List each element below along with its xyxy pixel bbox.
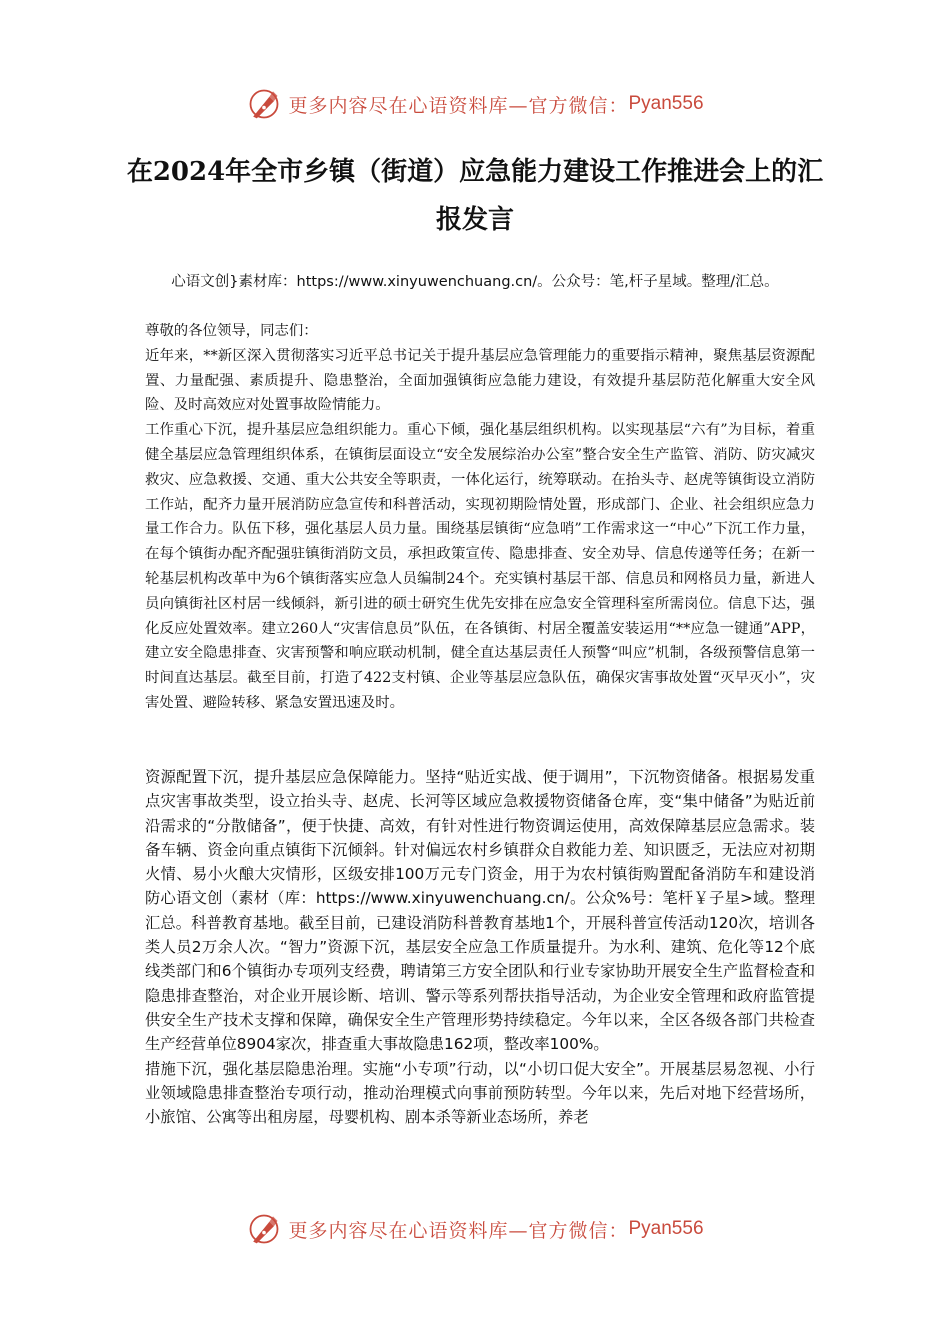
- banner-text: 更多内容尽在心语资料库—官方微信：: [288, 1219, 629, 1242]
- pen-nib-logo-icon: [246, 1211, 282, 1247]
- document-body-sans: [145, 765, 815, 1129]
- page-title: 在2024年全市乡镇（街道）应急能力建设工作推进会上的汇报发言: [126, 157, 824, 235]
- top-banner: [0, 84, 950, 124]
- banner-wechat-handle: Pyan556: [628, 93, 704, 114]
- source-line: 心语文创}素材库：https://www.xinyuwenchuang.cn/。公众号：笔,杆子星域。整理/汇总。: [171, 274, 779, 290]
- paragraph-resources: 资源配置下沉，提升基层应急保障能力。坚持“贴近实战、便于调用”，下沉物资储备。根据易发重点灾害事故类型，设立抬头寺、赵虎、长河等区域应急救援物资储备仓库，变“集中储备”为贴近前沿需求的“分散储备”，便于快捷、高效，有针对性进行物资调运使用，高效保障基层应急需求。装备车辆、资金向重点镇街下沉倾斜。针对偏远农村乡镇群众自救能力差、知识匮乏，无法应对初期火情、易小火酿大灾情形，区级安排100万元专门资金，用于为农村镇街购置配备消防车和建设消防心语文创（素材（库：https://www.xinyuwenchuang.cn/。公众%号：笔杆￥子星>域。整理汇总。科普教育基地。截至目前，已建设消防科普教育基地1个，开展科普宣传活动120次，培训各类人员2万余人次。“智力”资源下沉，基层安全应急工作质量提升。为水利、建筑、危化等12个底线类部门和6个镇街办专项列支经费，聘请第三方安全团队和行业专家协助开展安全生产监督检查和隐患排查整治，对企业开展诊断、培训、警示等系列帮扶指导活动，为企业安全管理和政府监管提供安全生产技术支撑和保障，确保安全生产管理形势持续稳定。今年以来，全区各级各部门共检查生产经营单位8904家次，排查重大事故隐患162项，整改率100%。: [145, 768, 815, 1054]
- banner-wechat-handle: Pyan556: [628, 1218, 704, 1239]
- pen-nib-logo-icon: [246, 86, 282, 122]
- bottom-banner: [0, 1209, 950, 1249]
- paragraph-hazards: 措施下沉，强化基层隐患治理。实施“小专项”行动，以“小切口促大安全”。开展基层易忽视、小行业领域隐患排查整治专项行动，推动治理模式向事前预防转型。今年以来，先后对地下经营场所，小旅馆、公寓等出租房屋，母婴机构、剧本杀等新业态场所，养老: [145, 1059, 815, 1127]
- document-body-serif: [145, 319, 815, 716]
- paragraph-intro: 近年来，**新区深入贯彻落实习近平总书记关于提升基层应急管理能力的重要指示精神，聚焦基层资源配置、力量配强、素质提升、隐患整治，全面加强镇街应急能力建设，有效提升基层防范化解重大安全风险、及时高效应对处置事故险情能力。: [145, 347, 815, 414]
- banner-text: 更多内容尽在心语资料库—官方微信：: [288, 94, 629, 117]
- paragraph-organization: 工作重心下沉，提升基层应急组织能力。重心下倾，强化基层组织机构。以实现基层“六有”为目标，着重健全基层应急管理组织体系，在镇街层面设立“安全发展综治办公室”整合安全生产监管、消防、防灾减灾救灾、应急救援、交通、重大公共安全等职责，一体化运行，统筹联动。在抬头寺、赵虎等镇街设立消防工作站，配齐力量开展消防应急宣传和科普活动，实现初期险情处置，形成部门、企业、社会组织应急力量工作合力。队伍下移，强化基层人员力量。围绕基层镇街“应急哨”工作需求这一“中心”下沉工作力量，在每个镇街办配齐配强驻镇街消防文员，承担政策宣传、隐患排查、安全劝导、信息传递等任务；在新一轮基层机构改革中为6个镇街落实应急人员编制24个。充实镇村基层干部、信息员和网格员力量，新进人员向镇街社区村居一线倾斜，新引进的硕士研究生优先安排在应急安全管理科室所需岗位。信息下达，强化反应处置效率。建立260人“灾害信息员”队伍，在各镇街、村居全覆盖安装运用“**应急一键通”APP，建立安全隐患排查、灾害预警和响应联动机制，健全直达基层责任人预警“叫应”机制，各级预警信息第一时间直达基层。截至目前，打造了422支村镇、企业等基层应急队伍，确保灾害事故处置“灭早灭小”，灾害处置、避险转移、紧急安置迅速及时。: [145, 422, 815, 711]
- salutation: 尊敬的各位领导，同志们：: [145, 323, 318, 339]
